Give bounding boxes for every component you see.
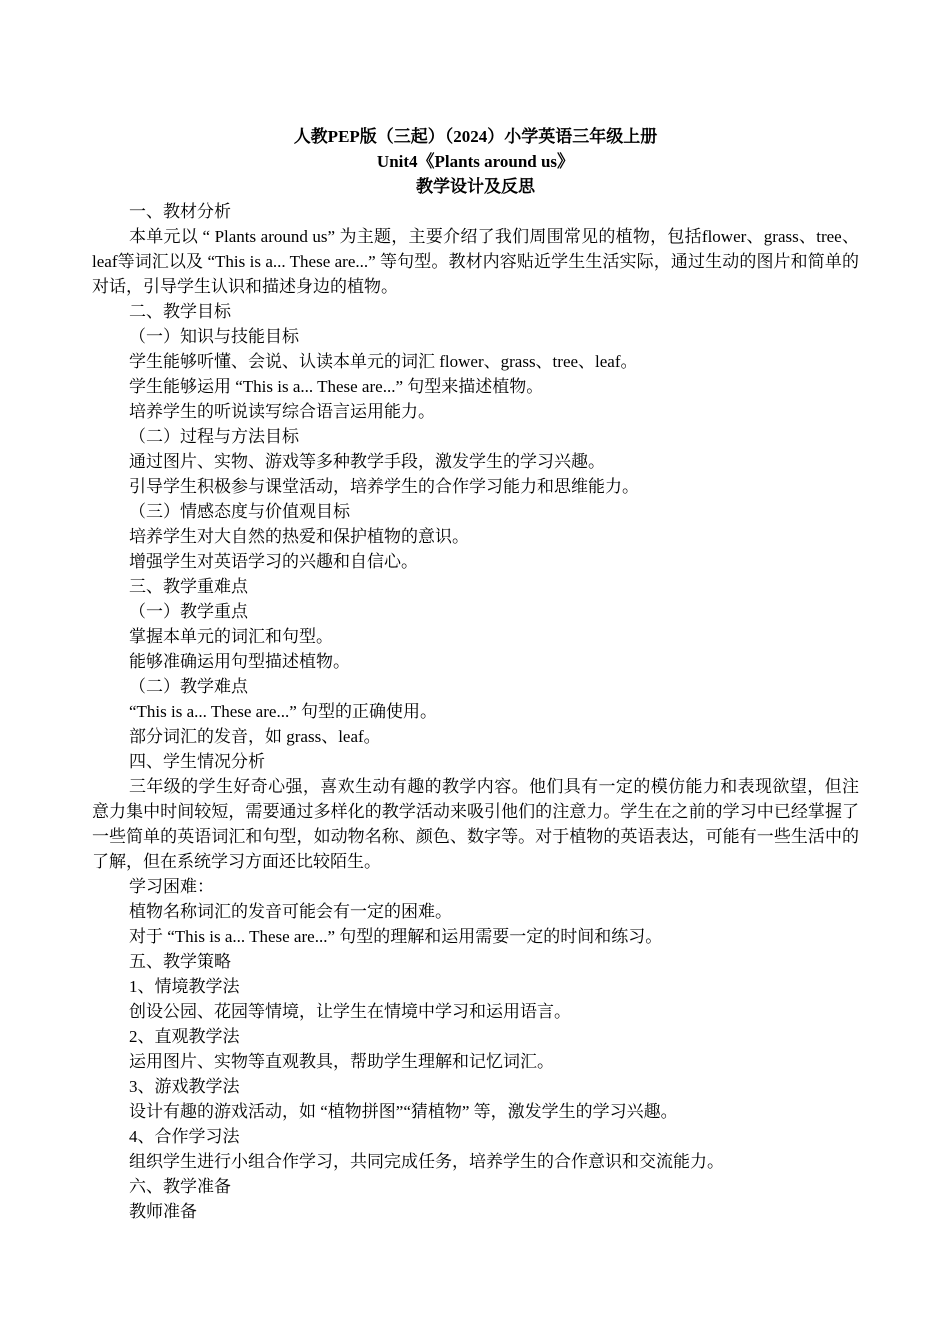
- text-line: 增强学生对英语学习的兴趣和自信心。: [129, 552, 418, 571]
- text-line: 掌握本单元的词汇和句型。: [129, 627, 333, 646]
- strategy-heading: 3、游戏教学法: [129, 1077, 240, 1096]
- subheading-attitude-values: （三）情感态度与价值观目标: [129, 502, 350, 521]
- text-line: 培养学生对大自然的热爱和保护植物的意识。: [129, 527, 469, 546]
- text-line: 运用图片、实物等直观教具，帮助学生理解和记忆词汇。: [129, 1052, 554, 1071]
- text-line: 引导学生积极参与课堂活动，培养学生的合作学习能力和思维能力。: [129, 477, 639, 496]
- text-line: 部分词汇的发音，如 grass、leaf。: [129, 727, 381, 746]
- subheading-knowledge-skills: （一）知识与技能目标: [129, 327, 299, 346]
- subheading-key-points: （一）教学重点: [129, 602, 248, 621]
- text-line: 培养学生的听说读写综合语言运用能力。: [129, 402, 435, 421]
- text-line: 能够准确运用句型描述植物。: [129, 652, 350, 671]
- strategy-heading: 1、情境教学法: [129, 977, 240, 996]
- text-line: 学生能够运用 “This is a... These are...” 句型来描述植物。: [129, 377, 544, 396]
- text-line: 对于 “This is a... These are...” 句型的理解和运用需要一定的时间和练习。: [129, 927, 663, 946]
- section-heading-key-points: 三、教学重难点: [129, 577, 248, 596]
- text-line: “This is a... These are...” 句型的正确使用。: [129, 702, 437, 721]
- text-line: 设计有趣的游戏活动，如 “植物拼图”“猜植物” 等，激发学生的学习兴趣。: [129, 1102, 678, 1121]
- document-page: [92, 124, 859, 1224]
- text-line: 教师准备: [129, 1202, 197, 1221]
- strategy-heading: 4、合作学习法: [129, 1127, 240, 1146]
- section-heading-materials: 一、教材分析: [129, 202, 231, 221]
- subheading-process-method: （二）过程与方法目标: [129, 427, 299, 446]
- document-title-line1: 人教PEP版（三起）（2024）小学英语三年级上册: [293, 127, 658, 146]
- text-line: 创设公园、花园等情境，让学生在情境中学习和运用语言。: [129, 1002, 571, 1021]
- subheading-difficulties: （二）教学难点: [129, 677, 248, 696]
- strategy-heading: 2、直观教学法: [129, 1027, 240, 1046]
- document-title-line3: 教学设计及反思: [416, 177, 535, 196]
- section-heading-strategies: 五、教学策略: [129, 952, 231, 971]
- text-line: 通过图片、实物、游戏等多种教学手段，激发学生的学习兴趣。: [129, 452, 605, 471]
- text-line: 组织学生进行小组合作学习，共同完成任务，培养学生的合作意识和交流能力。: [129, 1152, 724, 1171]
- paragraph-materials: 本单元以 “ Plants around us” 为主题，主要介绍了我们周围常见的植物，包括flower、grass、tree、leaf等词汇以及 “This is a... These are...” 等句型。教材内容贴近学生生活实际，通过生动的图片和简单的对话，引导学生认识和描述身边的植物。: [92, 227, 859, 296]
- subheading-learning-difficulties: 学习困难：: [129, 877, 214, 896]
- text-line: 植物名称词汇的发音可能会有一定的困难。: [129, 902, 452, 921]
- text-line: 学生能够听懂、会说、认读本单元的词汇 flower、grass、tree、leaf。: [129, 352, 638, 371]
- document-title-line2: Unit4《Plants around us》: [376, 152, 575, 171]
- section-heading-preparation: 六、教学准备: [129, 1177, 231, 1196]
- section-heading-student-analysis: 四、学生情况分析: [129, 752, 265, 771]
- paragraph-student-analysis: 三年级的学生好奇心强，喜欢生动有趣的教学内容。他们具有一定的模仿能力和表现欲望，但注意力集中时间较短，需要通过多样化的教学活动来吸引他们的注意力。学生在之前的学习中已经掌握了一些简单的英语词汇和句型，如动物名称、颜色、数字等。对于植物的英语表达，可能有一些生活中的了解，但在系统学习方面还比较陌生。: [92, 777, 859, 871]
- section-heading-objectives: 二、教学目标: [129, 302, 231, 321]
